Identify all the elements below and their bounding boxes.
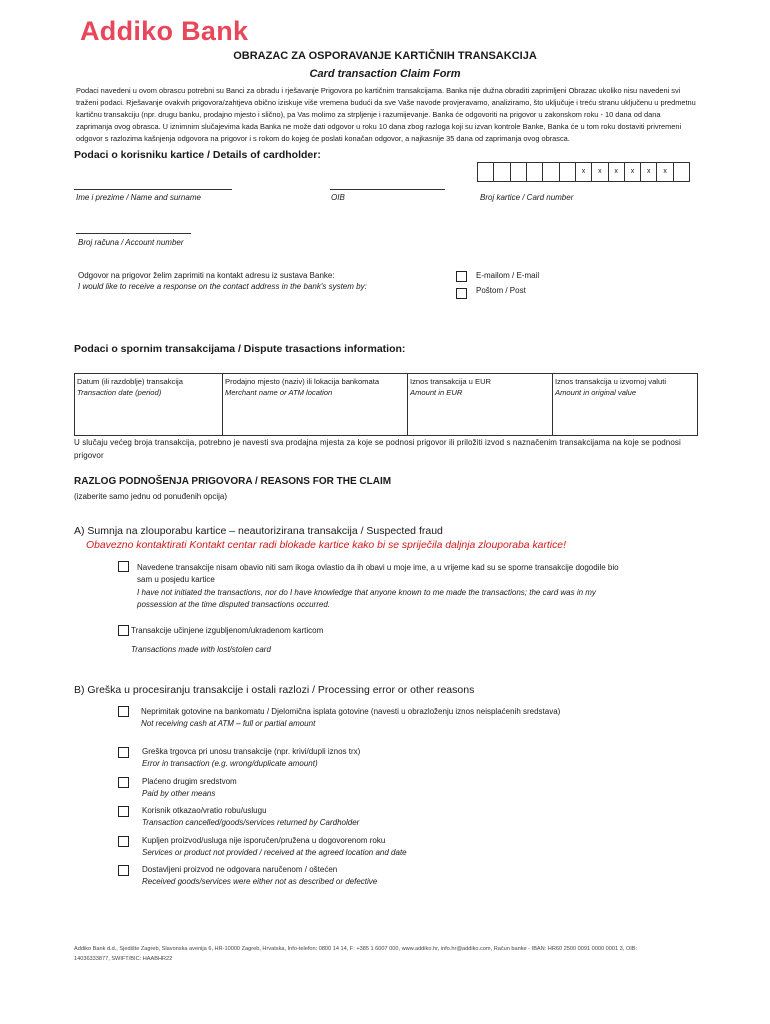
reason-text-hr: Neprimitak gotovine na bankomatu / Djelomična isplata gotovine (navesti u obrazloženju iznos neisplaćenih sredstava) bbox=[141, 707, 561, 716]
reason-text-hr: Dostavljeni proizvod ne odgovara naručenom / oštećen bbox=[142, 865, 338, 874]
dispute-heading: Podaci o spornim transakcijama / Dispute trasactions information: bbox=[74, 343, 406, 355]
column-amount-original[interactable] bbox=[553, 374, 698, 436]
column-date[interactable] bbox=[75, 374, 223, 436]
reason-a2-en: Transactions made with lost/stolen card bbox=[131, 645, 271, 654]
reason-b5-checkbox[interactable] bbox=[118, 836, 129, 847]
column-header-hr: Prodajno mjesto (naziv) ili lokacija bankomata bbox=[225, 377, 380, 386]
reason-a2-hr: Transakcije učinjene izgubljenom/ukradenom karticom bbox=[131, 626, 324, 635]
card-number-label: Broj kartice / Card number bbox=[480, 193, 574, 202]
reason-text-en: Transaction cancelled/goods/services returned by Cardholder bbox=[142, 817, 360, 827]
reason-b6 bbox=[142, 864, 377, 887]
column-header-hr: Datum (ili razdoblje) transakcija bbox=[77, 377, 183, 386]
name-label: Ime i prezime / Name and surname bbox=[76, 193, 201, 202]
reason-text-en: Error in transaction (e.g. wrong/duplicate amount) bbox=[142, 758, 318, 768]
oib-label: OIB bbox=[331, 193, 345, 202]
reason-b1-checkbox[interactable] bbox=[118, 706, 129, 717]
card-digit-box: x bbox=[609, 163, 625, 181]
card-digit-box[interactable] bbox=[478, 163, 494, 181]
section-b-title: B) Greška u procesiranju transakcije i ostali razlozi / Processing error or other reasons bbox=[74, 684, 475, 696]
email-option-label: E-mailom / E-mail bbox=[476, 271, 540, 280]
oib-field[interactable] bbox=[330, 188, 445, 190]
reason-b6-checkbox[interactable] bbox=[118, 865, 129, 876]
column-header-en: Transaction date (period) bbox=[77, 388, 162, 397]
section-a-warning: Obavezno kontaktirati Kontakt centar radi blokade kartice kako bi se spriječila daljnja zlouporaba kartice! bbox=[86, 540, 566, 551]
card-digit-box[interactable] bbox=[494, 163, 510, 181]
reason-text-hr: Plaćeno drugim sredstvom bbox=[142, 777, 237, 786]
column-merchant[interactable] bbox=[223, 374, 408, 436]
column-header-en: Amount in EUR bbox=[410, 388, 463, 397]
intro-paragraph: Podaci navedeni u ovom obrascu potrebni su Banci za obradu i rješavanje Prigovora po kartičnim transakcijama. Banka nije dužna obraditi zaprimljeni Obrazac ukoliko nisu navedeni svi traženi podaci. Rješavanje ovakvih prigovora/zahtjeva obično iziskuje više vremena budući da sve Vaše navode provjeravamo, analiziramo, što uključuje i treću stranu uključenu u predmetnu kartičnu transakciju (npr. drugu banku, prodajno mjesto i slično), pa Vas molimo za strpljenje i razumijevanje. Banka će odgovoriti na prigovor u zakonskom roku - 10 dana od dana zaprimanja ovog obrasca. U iznimnim slučajevima kada Banka ne može dati odgovor u roku 10 dana zbog razloga koji su izvan kontrole Banke, Banka će u tom roku dostaviti privremeni odgovor s razlozima kašnjenja odgovora na prigovor i s rokom do kojeg će poslati konačan odgovor, a najkasnije 35 dana od zaprimanja ovog obrasca. bbox=[76, 86, 696, 143]
table-row bbox=[75, 374, 698, 436]
reason-a1-checkbox[interactable] bbox=[118, 561, 129, 572]
reason-b4-checkbox[interactable] bbox=[118, 806, 129, 817]
dispute-note: U slučaju većeg broja transakcija, potrebno je navesti sva prodajna mjesta za koje se podnosi prigovor ili priložiti izvod s naznačenim transakcijama na koje se podnosi prigovor bbox=[74, 438, 681, 460]
email-checkbox[interactable] bbox=[456, 271, 467, 282]
card-digit-box[interactable] bbox=[511, 163, 527, 181]
account-label: Broj računa / Account number bbox=[78, 238, 184, 247]
cardholder-heading: Podaci o korisniku kartice / Details of cardholder: bbox=[74, 149, 321, 161]
card-digit-box: x bbox=[657, 163, 673, 181]
reason-b3-checkbox[interactable] bbox=[118, 777, 129, 788]
reason-text-hr: Greška trgovca pri unosu transakcije (npr. krivi/dupli iznos trx) bbox=[142, 747, 361, 756]
card-digit-box: x bbox=[576, 163, 592, 181]
post-checkbox[interactable] bbox=[456, 288, 467, 299]
card-number-boxes[interactable] bbox=[477, 162, 690, 182]
section-a-title: A) Sumnja na zlouporabu kartice – neautorizirana transakcija / Suspected fraud bbox=[74, 525, 443, 537]
account-field[interactable] bbox=[76, 232, 191, 234]
card-digit-box: x bbox=[641, 163, 657, 181]
reason-text-en: Paid by other means bbox=[142, 788, 216, 798]
dispute-table bbox=[74, 373, 698, 436]
reason-b3 bbox=[142, 776, 237, 799]
card-digit-box[interactable] bbox=[560, 163, 576, 181]
reason-b4 bbox=[142, 805, 359, 828]
reason-b1 bbox=[141, 706, 571, 729]
form-title: OBRAZAC ZA OSPORAVANJE KARTIČNIH TRANSAKCIJA bbox=[233, 50, 537, 62]
reason-text-hr: Kupljen proizvod/usluga nije isporučen/pružena u dogovorenom roku bbox=[142, 836, 386, 845]
response-text-hr: Odgovor na prigovor želim zaprimiti na kontakt adresu iz sustava Banke: bbox=[78, 271, 335, 280]
reason-text-en: Services or product not provided / received at the agreed location and date bbox=[142, 847, 407, 857]
form-subtitle: Card transaction Claim Form bbox=[309, 68, 461, 80]
column-header-hr: Iznos transakcija u izvornoj valuti bbox=[555, 377, 667, 386]
reasons-instruction: (izaberite samo jednu od ponuđenih opcija) bbox=[74, 492, 227, 501]
card-digit-box[interactable] bbox=[543, 163, 559, 181]
reason-text-en: Not receiving cash at ATM – full or partial amount bbox=[141, 718, 316, 728]
card-digit-box: x bbox=[625, 163, 641, 181]
card-digit-box: x bbox=[592, 163, 608, 181]
reason-text-en: Received goods/services were either not as described or defective bbox=[142, 876, 378, 886]
column-header-hr: Iznos transakcija u EUR bbox=[410, 377, 492, 386]
card-digit-box[interactable] bbox=[527, 163, 543, 181]
reason-text-hr: Korisnik otkazao/vratio robu/uslugu bbox=[142, 806, 267, 815]
reason-a1 bbox=[137, 562, 627, 611]
reason-b2 bbox=[142, 746, 360, 769]
column-header-en: Amount in original value bbox=[555, 388, 637, 397]
reason-text-hr: Navedene transakcije nisam obavio niti sam ikoga ovlastio da ih obavi u moje ime, a u vrijeme kad su se sporne transakcije dogodile bio sam u posjedu kartice bbox=[137, 563, 619, 585]
name-field[interactable] bbox=[74, 188, 232, 190]
response-text-en: I would like to receive a response on the contact address in the bank's system by: bbox=[78, 282, 367, 291]
column-amount-eur[interactable] bbox=[408, 374, 553, 436]
card-digit-box[interactable] bbox=[674, 163, 689, 181]
reason-a2-checkbox[interactable] bbox=[118, 625, 129, 636]
reason-b5 bbox=[142, 835, 407, 858]
column-header-en: Merchant name or ATM location bbox=[225, 388, 333, 397]
reasons-heading: RAZLOG PODNOŠENJA PRIGOVORA / REASONS FOR THE CLAIM bbox=[74, 476, 392, 487]
reason-text-en: I have not initiated the transactions, nor do I have knowledge that anyone known to me made the transactions; the card was in my possession at the time disputed transactions occurred. bbox=[137, 587, 596, 609]
addiko-bank-logo: Addiko Bank bbox=[80, 16, 249, 46]
reason-b2-checkbox[interactable] bbox=[118, 747, 129, 758]
footer-legal-info: Addiko Bank d.d., Sjedište Zagreb, Slavonska avenija 6, HR-10000 Zagreb, Hrvatska, Info-telefon: 0800 14 14, F: +385 1 6007 000, www.addiko.hr, info.hr@addiko.com, Račun banke - IBAN: HR60 2500 0091 0000 0001 3, OIB: 14036333877, SWIFT/BIC: HAABHR22 bbox=[74, 946, 638, 962]
post-option-label: Poštom / Post bbox=[476, 286, 526, 295]
